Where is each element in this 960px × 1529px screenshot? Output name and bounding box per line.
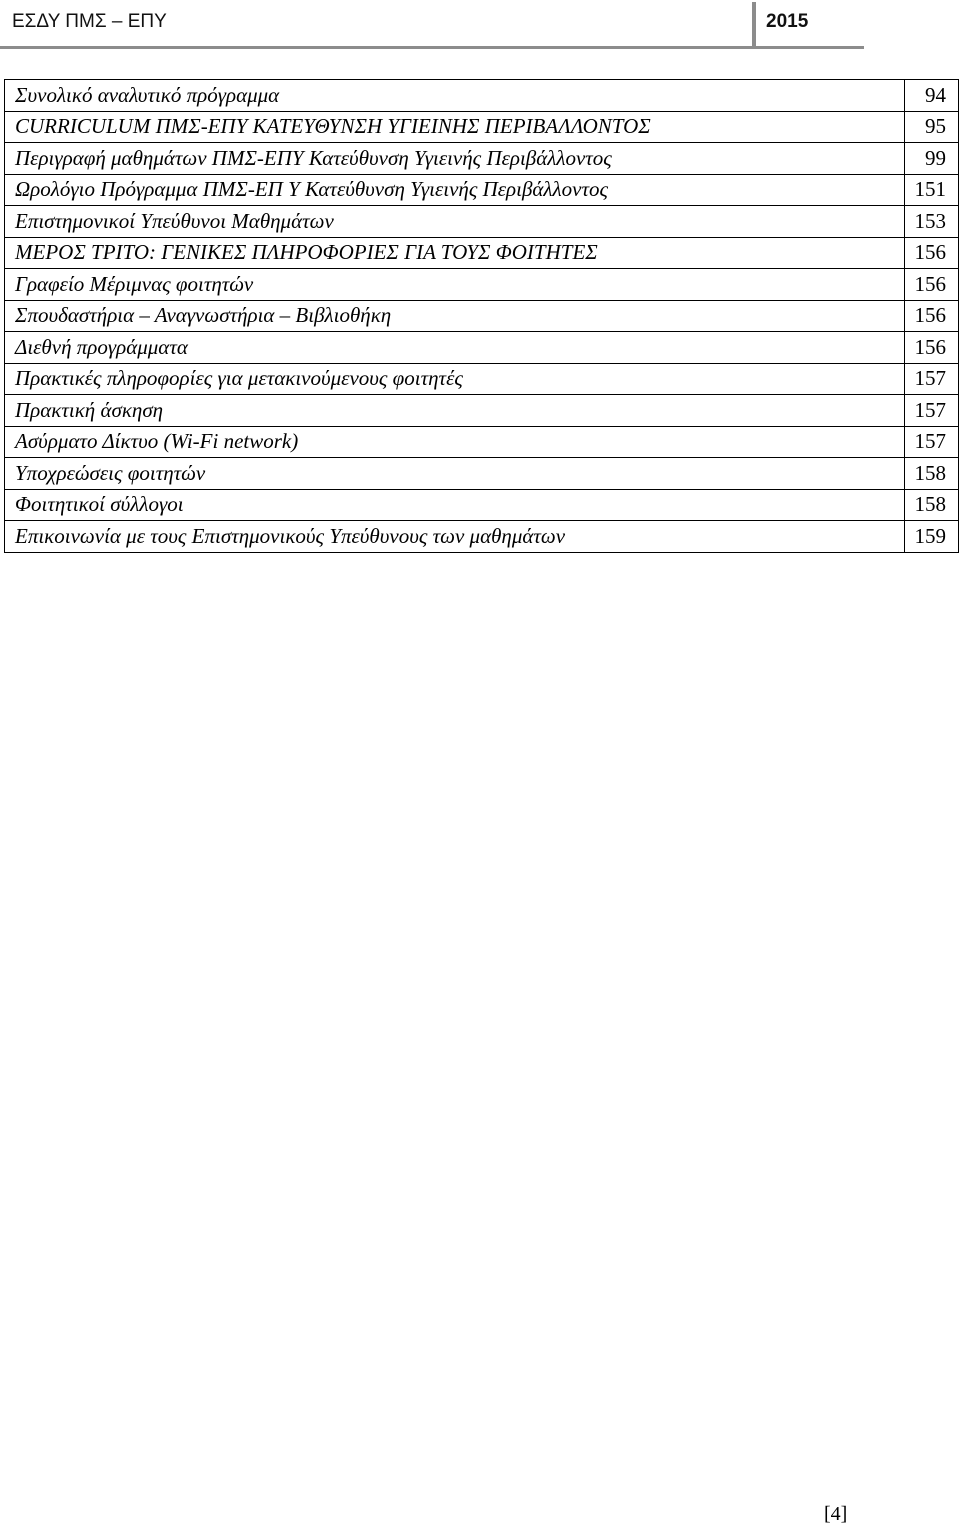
toc-entry-title: Υποχρεώσεις φοιτητών: [5, 458, 905, 490]
toc-entry-title: Επικοινωνία με τους Επιστημονικούς Υπεύθυνους των μαθημάτων: [5, 521, 905, 553]
toc-entry-title: Γραφείο Μέριμνας φοιτητών: [5, 269, 905, 301]
toc-row[interactable]: [5, 174, 959, 206]
toc-entry-page: 159: [904, 521, 959, 553]
toc-row[interactable]: [5, 458, 959, 490]
toc-entry-title: Διεθνή προγράμματα: [5, 332, 905, 364]
toc-row[interactable]: [5, 395, 959, 427]
toc-entry-page: 156: [904, 332, 959, 364]
toc-row[interactable]: [5, 332, 959, 364]
toc-entry-page: 94: [904, 80, 959, 112]
toc-row[interactable]: [5, 426, 959, 458]
toc-entry-page: 157: [904, 395, 959, 427]
header-year: 2015: [766, 11, 809, 32]
toc-entry-page: 95: [904, 111, 959, 143]
toc-row[interactable]: [5, 143, 959, 175]
toc-entry-title: ΜΕΡΟΣ ΤΡΙΤΟ: ΓΕΝΙΚΕΣ ΠΛΗΡΟΦΟΡΙΕΣ ΓΙΑ ΤΟΥΣ ΦΟΙΤΗΤΕΣ: [5, 237, 905, 269]
toc-entry-page: 156: [904, 269, 959, 301]
toc-entry-title: Πρακτική άσκηση: [5, 395, 905, 427]
toc-row[interactable]: [5, 489, 959, 521]
page-header: [0, 0, 864, 48]
toc-entry-page: 151: [904, 174, 959, 206]
table-of-contents: [4, 79, 959, 553]
toc-entry-title: Πρακτικές πληροφορίες για μετακινούμενους φοιτητές: [5, 363, 905, 395]
toc-row[interactable]: [5, 521, 959, 553]
toc-row[interactable]: [5, 111, 959, 143]
toc-row[interactable]: [5, 237, 959, 269]
toc-entry-page: 158: [904, 489, 959, 521]
header-title: ΕΣΔΥ ΠΜΣ – ΕΠΥ: [12, 11, 167, 32]
toc-entry-page: 158: [904, 458, 959, 490]
toc-row[interactable]: [5, 80, 959, 112]
toc-row[interactable]: [5, 269, 959, 301]
toc-row[interactable]: [5, 300, 959, 332]
toc-entry-title: Ωρολόγιο Πρόγραμμα ΠΜΣ-ΕΠ Υ Κατεύθυνση Υγιεινής Περιβάλλοντος: [5, 174, 905, 206]
toc-entry-page: 153: [904, 206, 959, 238]
page-number: [4]: [824, 1503, 848, 1525]
toc-entry-title: Περιγραφή μαθημάτων ΠΜΣ-ΕΠΥ Κατεύθυνση Υγιεινής Περιβάλλοντος: [5, 143, 905, 175]
toc-entry-title: Επιστημονικοί Υπεύθυνοι Μαθημάτων: [5, 206, 905, 238]
header-rule: [0, 46, 864, 49]
toc-row[interactable]: [5, 363, 959, 395]
toc-entry-title: Σπουδαστήρια – Αναγνωστήρια – Βιβλιοθήκη: [5, 300, 905, 332]
toc-entry-title: Φοιτητικοί σύλλογοι: [5, 489, 905, 521]
toc-entry-title: CURRICULUM ΠΜΣ-ΕΠΥ ΚΑΤΕΥΘΥΝΣΗ ΥΓΙΕΙΝΗΣ ΠΕΡΙΒΑΛΛΟΝΤΟΣ: [5, 111, 905, 143]
toc-entry-page: 99: [904, 143, 959, 175]
toc-entry-page: 156: [904, 300, 959, 332]
toc-entry-page: 156: [904, 237, 959, 269]
header-separator: [752, 2, 756, 46]
toc-entry-page: 157: [904, 426, 959, 458]
toc-row[interactable]: [5, 206, 959, 238]
toc-entry-title: Συνολικό αναλυτικό πρόγραμμα: [5, 80, 905, 112]
toc-entry-page: 157: [904, 363, 959, 395]
toc-entry-title: Ασύρματο Δίκτυο (Wi-Fi network): [5, 426, 905, 458]
